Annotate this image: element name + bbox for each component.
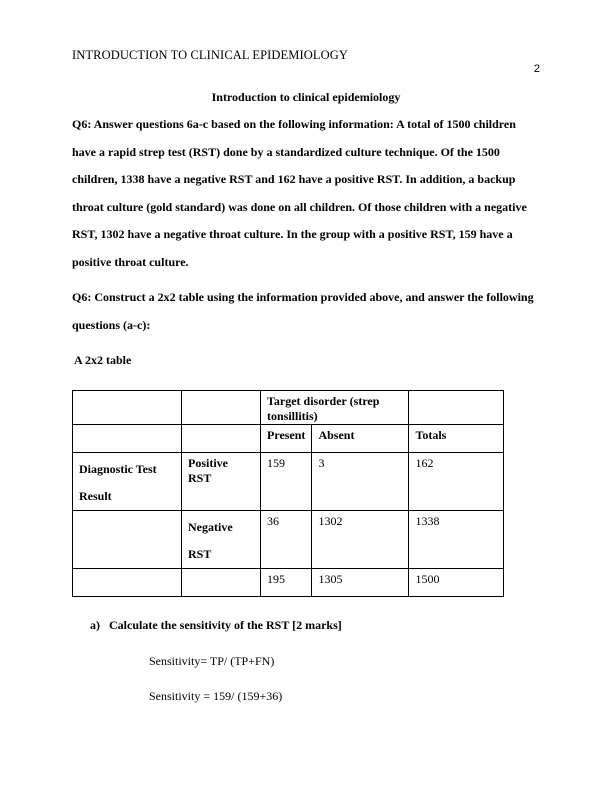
sensitivity-calculation: Sensitivity = 159/ (159+36) <box>149 689 283 703</box>
table-cell-empty <box>73 569 182 597</box>
running-header: INTRODUCTION TO CLINICAL EPIDEMIOLOGY <box>72 48 349 62</box>
table-row <box>73 569 504 597</box>
table-row <box>73 391 504 425</box>
question-instruction-paragraph: Q6: Construct a 2x2 table using the information provided above, and answer the following questions (a-c): <box>72 290 534 332</box>
document-title: Introduction to clinical epidemiology <box>211 90 401 104</box>
table-row <box>73 511 504 569</box>
table-cell-empty <box>182 391 261 425</box>
cell-negative-total: 1338 <box>409 511 504 569</box>
page-number: 2 <box>533 63 540 75</box>
cell-negative-present: 36 <box>261 511 312 569</box>
question-a <box>90 618 342 633</box>
table-cell-empty <box>182 569 261 597</box>
table-row <box>73 453 504 511</box>
table-row <box>73 425 504 453</box>
row-label-negative-rst: Negative RST <box>182 511 261 569</box>
cell-total-absent: 1305 <box>312 569 409 597</box>
cell-positive-present: 159 <box>261 453 312 511</box>
cell-grand-total: 1500 <box>409 569 504 597</box>
table-cell-empty <box>409 391 504 425</box>
question-intro-paragraph: Q6: Answer questions 6a-c based on the following information: A total of 1500 children have a rapid strep test (RST) done by a standardized culture technique. Of the 1500 children, 1338 have a negative RST and 162 have a positive RST. In addition, a backup throat culture (gold standard) was done on all children. Of those children with a negative RST, 1302 have a negative throat culture. In the group with a positive RST, 159 have a positive throat culture. <box>72 117 527 269</box>
col-header-totals: Totals <box>409 425 504 453</box>
table-cell-empty <box>73 391 182 425</box>
row-label-positive-rst: Positive RST <box>182 453 261 511</box>
sensitivity-formula: Sensitivity= TP/ (TP+FN) <box>149 654 275 668</box>
col-header-absent: Absent <box>312 425 409 453</box>
question-a-text: Calculate the sensitivity of the RST [2 marks] <box>109 618 342 632</box>
cell-positive-absent: 3 <box>312 453 409 511</box>
diagnostic-test-result-label: Diagnostic Test Result <box>73 453 182 511</box>
cell-positive-total: 162 <box>409 453 504 511</box>
two-by-two-table <box>72 390 504 597</box>
table-cell-empty <box>182 425 261 453</box>
table-label: A 2x2 table <box>74 353 132 367</box>
table-cell-empty <box>73 511 182 569</box>
cell-negative-absent: 1302 <box>312 511 409 569</box>
table-cell-empty <box>73 425 182 453</box>
cell-total-present: 195 <box>261 569 312 597</box>
col-header-present: Present <box>261 425 312 453</box>
target-disorder-header: Target disorder (strep tonsillitis) <box>261 391 409 425</box>
question-a-label: a) <box>90 618 100 632</box>
